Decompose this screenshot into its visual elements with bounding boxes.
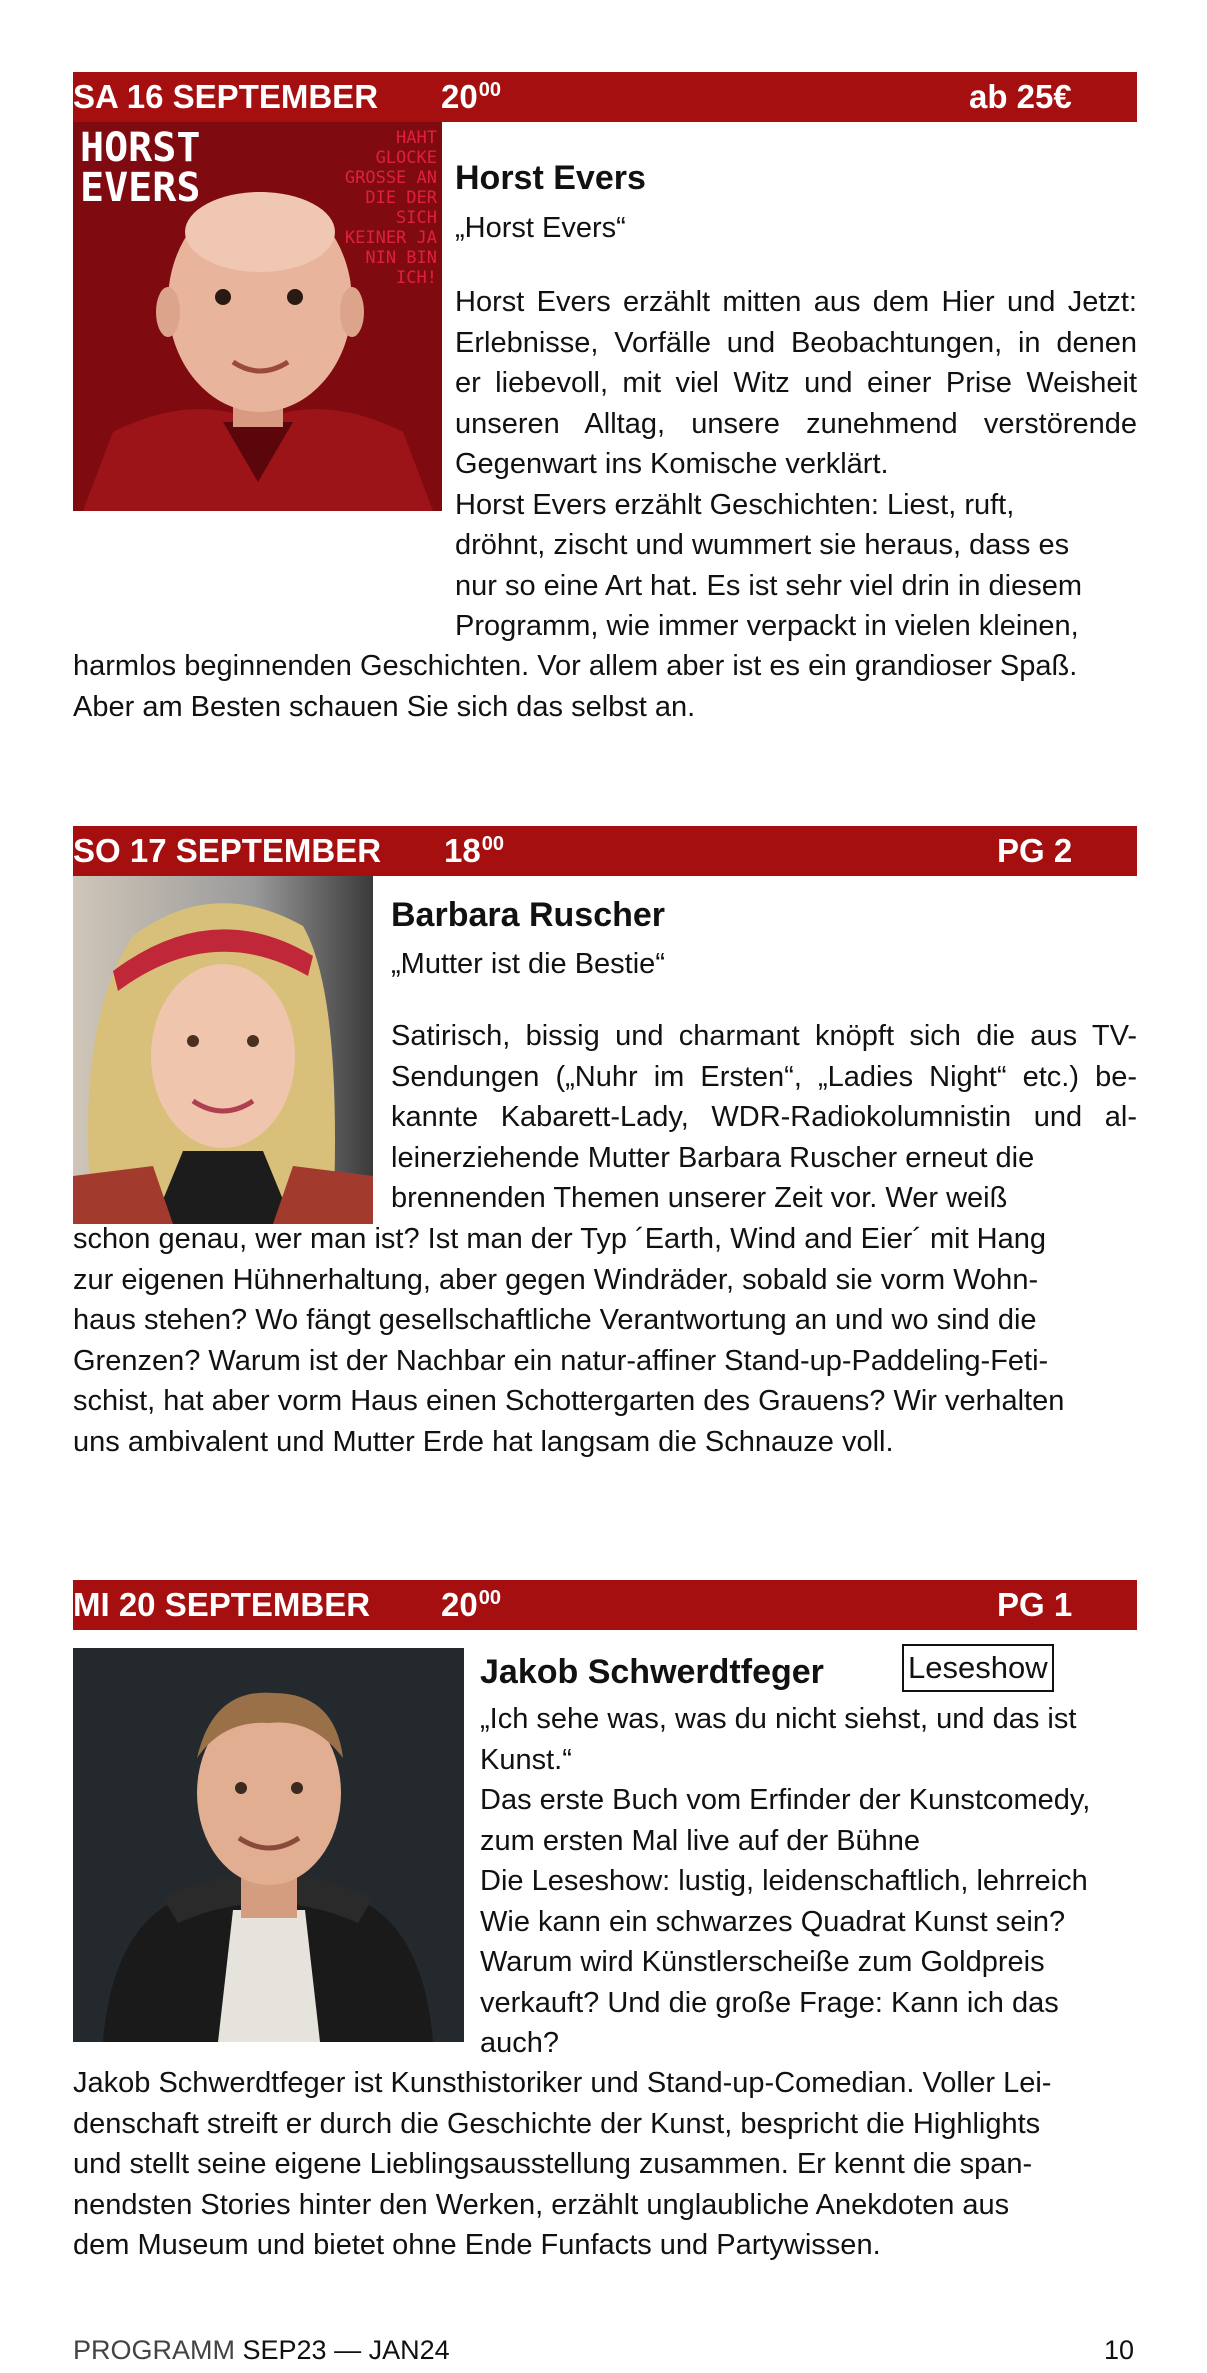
artist-photo <box>73 122 442 511</box>
artist-photo <box>73 876 373 1224</box>
page-number: 10 <box>1103 2335 1134 2365</box>
description-full: Jakob Schwerdtfeger ist Kunsthistoriker und Stand-up-Comedian. Voller Lei- denschaft streift er durch die Geschichte der Kunst, bespricht die Highlights und stellt seine eigene Lieblingsausstellung zusammen. Er kennt die span- nendsten Stories hinter den Werken, erzählt unglaubliche Anekdoten aus dem Museum und bietet ohne Ende Funfacts und Partywissen. <box>73 2067 1052 2261</box>
event-barbara-ruscher <box>73 826 1137 1466</box>
footer-period: SEP23 — JAN24 <box>242 2335 450 2365</box>
artist-photo <box>73 1648 464 2042</box>
artist-name: Jakob Schwerdtfeger <box>480 1653 824 1691</box>
event-header-bar <box>73 826 1137 876</box>
description-side: Satirisch, bissig und charmant knöpft sich die aus TV- Sendungen („Nuhr im Ersten“, „Ladies Night“ etc.) be- kannte Kabarett-Lady, WDR-Radiokolumnistin und al- leinerziehende Mutter Barbara Ruscher erneut die brennenden Themen unserer Zeit vor. Wer weiß <box>391 1020 1137 1214</box>
event-horst-evers <box>73 72 1137 732</box>
description-full: schon genau, wer man ist? Ist man der Typ ´Earth, Wind and Eier´ mit Hang zur eigenen Hühnerhaltung, aber gegen Windräder, sobald sie vorm Wohn- haus stehen? Wo fängt gesellschaftliche Verantwortung an und wo sind die Grenzen? Warum ist der Nachbar ein natur-affiner Stand-up-Paddeling-Feti- schist, hat aber vorm Haus einen Schottergarten des Grauens? Wir verhalten uns ambivalent und Mutter Erde hat langsam die Schnauze voll. <box>73 1223 1065 1458</box>
event-date: MI 20 SEPTEMBER <box>73 1586 371 1623</box>
event-time: $20^{00}$ <box>441 1586 501 1623</box>
footer-program: PROGRAMM <box>73 2335 235 2365</box>
event-date: SO 17 SEPTEMBER <box>73 832 382 869</box>
description-side: Horst Evers erzählt mitten aus dem Hier und Jetzt: Erlebnisse, Vorfälle und Beobachtungen, in denen er liebevoll, mit viel Witz und einer Prise Weisheit unseren Alltag, unsere zunehmend verstörende Gegenwart ins Komische verklärt. Horst Evers erzählt Geschichten: Liest, ruft, dröhnt, zischt und wummert sie heraus, dass es nur so eine Art hat. Es ist sehr viel drin in diesem Programm, wie immer verpackt in vielen kleinen, <box>455 286 1137 642</box>
event-time: $20^{00}$ <box>441 78 501 115</box>
event-time: $18^{00}$ <box>444 832 504 869</box>
event-price: ab 25€ <box>969 78 1072 115</box>
event-rating: PG 2 <box>997 832 1073 869</box>
poster-tagline: HAHT GLOCKE GROSSE AN DIE DER SICH KEINER JA NIN BIN ICH! <box>344 128 437 288</box>
event-header-bar <box>73 1580 1137 1630</box>
program-title: „Horst Evers“ <box>455 212 626 244</box>
description-full: harmlos beginnenden Geschichten. Vor allem aber ist es ein grandioser Spaß. Aber am Besten schauen Sie sich das selbst an. <box>73 650 1078 723</box>
artist-name: Barbara Ruscher <box>391 896 666 934</box>
poster-title: HORST EVERS <box>80 125 201 211</box>
artist-name: Horst Evers <box>455 159 646 197</box>
event-rating: PG 1 <box>997 1586 1073 1623</box>
event-jakob-schwerdtfeger <box>73 1580 1137 2280</box>
event-header-bar <box>73 72 1137 122</box>
program-title: „Mutter ist die Bestie“ <box>391 948 665 980</box>
leseshow-badge: Leseshow <box>902 1644 1054 1692</box>
event-date: SA 16 SEPTEMBER <box>73 78 379 115</box>
page-footer <box>73 2335 450 2366</box>
description-side: „Ich sehe was, was du nicht siehst, und das ist Kunst.“ Das erste Buch vom Erfinder der Kunstcomedy, zum ersten Mal live auf der Bühne Die Leseshow: lustig, leidenschaftlich, lehrreich Wie kann ein schwarzes Quadrat Kunst sein? Warum wird Künstlerscheiße zum Goldpreis verkauft? Und die große Frage: Kann ich das auch? <box>480 1703 1091 2059</box>
